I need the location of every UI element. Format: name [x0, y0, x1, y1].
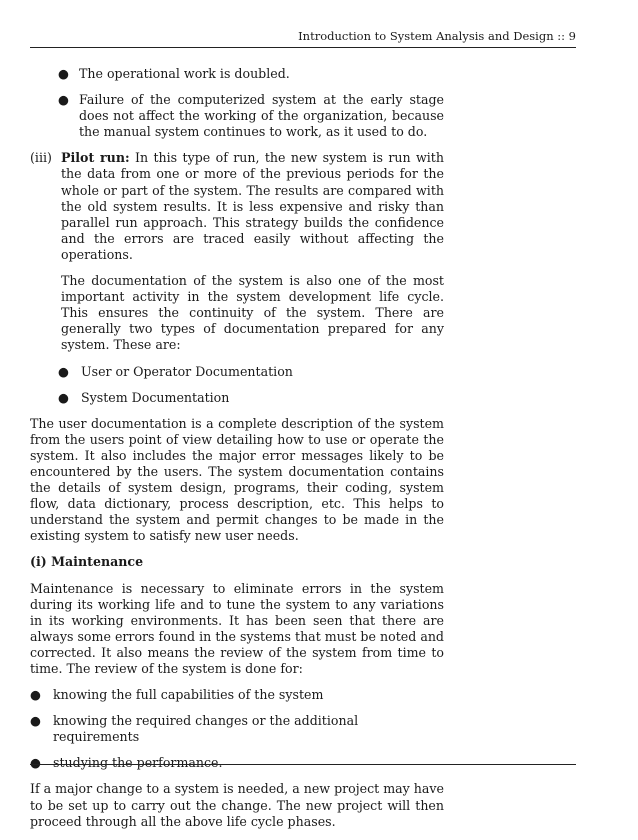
- list-item-text: Failure of the computerized system at the early stage does not affect the working of the organization, because the manual system continues to work, as it used to do.: [79, 92, 444, 140]
- list-item-text: User or Operator Documentation: [81, 363, 293, 379]
- pilot-run-text: In this type of run, the new system is run with the data from one or more of the previous periods for the whole or part of the system. The results are compared with the old system results. It is less expensive and risky than parallel run approach. This strategy builds the confidence and the errors are traced easily without affecting the operations.: [61, 150, 444, 262]
- bullet-icon: ●: [58, 66, 69, 81]
- page-body: [30, 66, 444, 840]
- maintenance-paragraph: Maintenance is necessary to eliminate errors in the system during its working life and to tune the system to any variations in its working environments. It has been seen that there are always some errors found in the systems that must be noted and corrected. It also means the review of the system from time to time. The review of the system is done for:: [30, 580, 444, 676]
- documentation-paragraph: The documentation of the system is also one of the most important activity in the system development life cycle. This ensures the continuity of the system. There are generally two types of documentation prepared for any system. These are:: [61, 273, 444, 353]
- closing-paragraph: If a major change to a system is needed, a new project may have to be set up to carry out the change. The new project will then proceed through all the above life cycle phases.: [30, 781, 444, 829]
- list-item: [30, 713, 444, 745]
- running-title: Introduction to System Analysis and Design :: 9: [298, 29, 576, 43]
- list-item: [30, 364, 444, 380]
- bullet-icon: ●: [58, 363, 69, 379]
- list-item: [30, 66, 444, 82]
- list-item: [30, 390, 444, 406]
- bullet-icon: ●: [30, 687, 41, 703]
- bullet-icon: ●: [30, 755, 41, 771]
- footer-rule: [30, 764, 576, 765]
- list-item-text: knowing the required changes or the additional requirements: [53, 713, 359, 745]
- list-item: [30, 92, 444, 140]
- list-item-text: studying the performance.: [53, 755, 223, 771]
- running-header: [30, 27, 576, 48]
- user-documentation-paragraph: The user documentation is a complete description of the system from the users point of view detailing how to use or operate the system. It also includes the major error messages likely to be encountered by the users. The system documentation contains the details of system design, programs, their coding, system flow, data dictionary, process description, etc. This helps to understand the system and permit changes to be made in the existing system to satisfy new user needs.: [30, 415, 444, 544]
- bullet-icon: ●: [58, 92, 69, 108]
- pilot-run-section: [30, 150, 444, 263]
- bullet-icon: ●: [30, 713, 41, 729]
- list-item-text: knowing the full capabilities of the system: [53, 687, 324, 703]
- list-item-text: The operational work is doubled.: [79, 66, 290, 81]
- pilot-run-term: Pilot run:: [61, 150, 130, 166]
- section-number: (iii): [30, 150, 52, 166]
- bullet-icon: ●: [58, 389, 69, 405]
- maintenance-heading: (i) Maintenance: [30, 554, 144, 570]
- list-item: [30, 687, 444, 703]
- list-item-text: System Documentation: [81, 389, 230, 405]
